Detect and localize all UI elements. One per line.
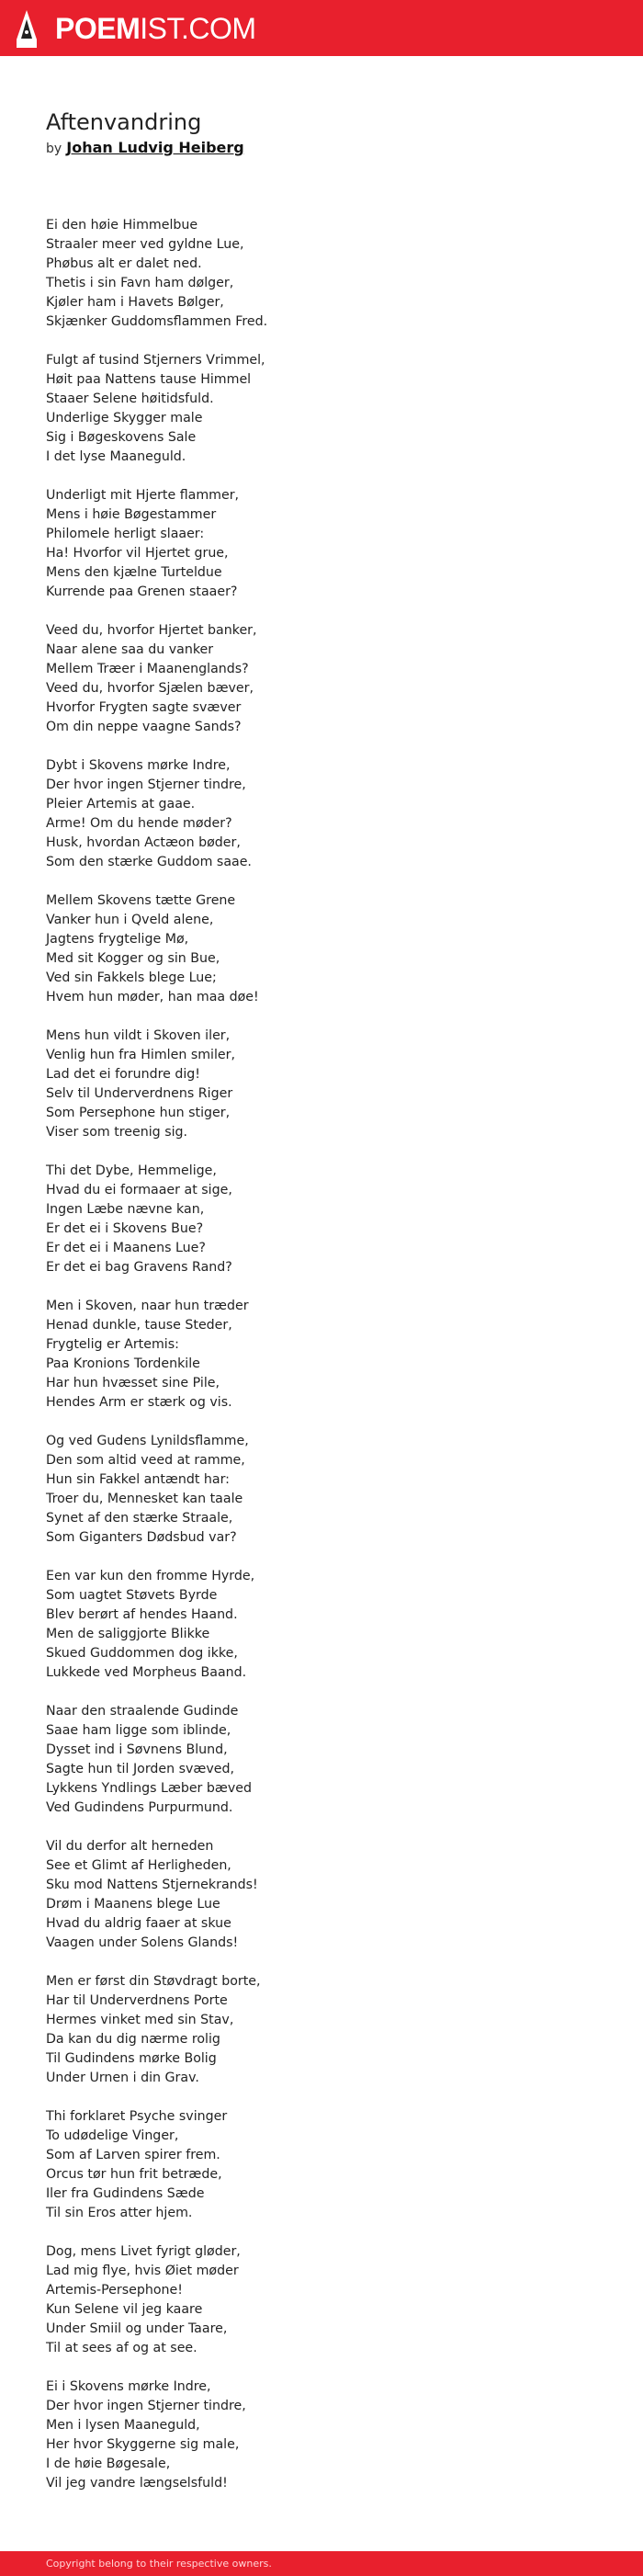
poem-line: Er det ei bag Gravens Rand? bbox=[46, 1260, 232, 1275]
poem-line: Dog, mens Livet fyrigt gløder, bbox=[46, 2244, 241, 2259]
poem-line: Lykkens Yndlings Læber bæved bbox=[46, 1781, 252, 1796]
poem-line: Hvem hun møder, han maa døe! bbox=[46, 990, 259, 1004]
poem-line: Sig i Bøgeskovens Sale bbox=[46, 430, 197, 445]
poem-line: Der hvor ingen Stjerner tindre, bbox=[46, 2399, 246, 2413]
poem-line: Synet af den stærke Straale, bbox=[46, 1511, 233, 1526]
author-link[interactable]: Johan Ludvig Heiberg bbox=[66, 139, 244, 156]
poem-line: Sku mod Nattens Stjernekrands! bbox=[46, 1878, 258, 1892]
poem-line: Venlig hun fra Himlen smiler, bbox=[46, 1048, 236, 1062]
poem-line: Men i Skoven, naar hun træder bbox=[46, 1299, 249, 1313]
poem-line: Hermes vinket med sin Stav, bbox=[46, 2013, 234, 2027]
poem-line: Den som altid veed at ramme, bbox=[46, 1453, 245, 1468]
poem-line: Fulgt af tusind Stjerners Vrimmel, bbox=[46, 353, 265, 368]
poem-line: Her hvor Skyggerne sig male, bbox=[46, 2437, 240, 2452]
stanza bbox=[46, 1432, 606, 1548]
poem-line: Med sit Kogger og sin Bue, bbox=[46, 951, 220, 966]
poem-line: Der hvor ingen Stjerner tindre, bbox=[46, 777, 246, 792]
poem-line: Som Persephone hun stiger, bbox=[46, 1106, 231, 1120]
poem-line: To udødelige Vinger, bbox=[46, 2128, 179, 2143]
stanza bbox=[46, 1567, 606, 1683]
poem-line: Thetis i sin Favn ham dølger, bbox=[46, 276, 234, 290]
poem-line: Ha! Hvorfor vil Hjertet grue, bbox=[46, 546, 229, 561]
poem-line: Pleier Artemis at gaae. bbox=[46, 797, 196, 811]
site-footer bbox=[0, 2551, 643, 2576]
poem-content bbox=[46, 108, 606, 2513]
poem-line: Høit paa Nattens tause Himmel bbox=[46, 372, 252, 387]
stanza bbox=[46, 1162, 606, 1277]
poem-line: Som Giganters Dødsbud var? bbox=[46, 1530, 237, 1545]
poem-line: Vanker hun i Qveld alene, bbox=[46, 913, 214, 927]
stanza bbox=[46, 216, 606, 332]
stanza bbox=[46, 1837, 606, 1953]
poem-line: Dybt i Skovens mørke Indre, bbox=[46, 758, 231, 773]
poem-line: I det lyse Maaneguld. bbox=[46, 449, 186, 464]
poem-line: Da kan du dig nærme rolig bbox=[46, 2032, 220, 2047]
poem-body bbox=[46, 216, 606, 2493]
stanza bbox=[46, 2377, 606, 2493]
poem-line: Drøm i Maanens blege Lue bbox=[46, 1897, 220, 1912]
poem-line: Straaler meer ved gyldne Lue, bbox=[46, 237, 244, 252]
poem-line: Vil du derfor alt herneden bbox=[46, 1839, 214, 1854]
poem-line: Hvad du aldrig faaer at skue bbox=[46, 1916, 231, 1931]
copyright-text: Copyright belong to their respective owners. bbox=[46, 2558, 272, 2570]
poem-line: Blev berørt af hendes Haand. bbox=[46, 1607, 238, 1622]
poem-line: Ei i Skovens mørke Indre, bbox=[46, 2379, 211, 2394]
poem-line: Til Gudindens mørke Bolig bbox=[46, 2051, 217, 2066]
poem-line: Har til Underverdnens Porte bbox=[46, 1993, 228, 2008]
poem-line: Jagtens frygtelige Mø, bbox=[46, 932, 189, 947]
poem-line: Hendes Arm er stærk og vis. bbox=[46, 1395, 232, 1410]
poem-line: Sagte hun til Jorden svæved, bbox=[46, 1762, 234, 1776]
poem-line: Til at sees af og at see. bbox=[46, 2341, 197, 2355]
poem-line: Naar alene saa du vanker bbox=[46, 642, 214, 657]
poem-line: See et Glimt af Herligheden, bbox=[46, 1858, 231, 1873]
poem-line: Og ved Gudens Lynildsflamme, bbox=[46, 1434, 249, 1448]
poem-line: Philomele herligt slaaer: bbox=[46, 527, 205, 541]
poem-line: Henad dunkle, tause Steder, bbox=[46, 1318, 232, 1333]
poem-line: Vil jeg vandre længselsfuld! bbox=[46, 2476, 228, 2491]
poem-line: Om din neppe vaagne Sands? bbox=[46, 720, 242, 734]
poem-line: Thi forklaret Psyche svinger bbox=[46, 2109, 228, 2124]
stanza bbox=[46, 1297, 606, 1413]
poem-line: Skjænker Guddomsflammen Fred. bbox=[46, 314, 268, 329]
poem-byline bbox=[46, 138, 606, 159]
poem-line: Hvorfor Frygten sagte svæver bbox=[46, 700, 242, 715]
stanza bbox=[46, 621, 606, 737]
poem-line: Kurrende paa Grenen staaer? bbox=[46, 584, 238, 599]
poem-line: Mens hun vildt i Skoven iler, bbox=[46, 1028, 231, 1043]
poem-line: Som den stærke Guddom saae. bbox=[46, 855, 252, 869]
poem-line: Kun Selene vil jeg kaare bbox=[46, 2302, 203, 2317]
poem-line: Som uagtet Støvets Byrde bbox=[46, 1588, 218, 1603]
poem-line: Hvad du ei formaaer at sige, bbox=[46, 1183, 232, 1197]
poem-line: Staaer Selene høitidsfuld. bbox=[46, 392, 214, 406]
stanza bbox=[46, 1972, 606, 2088]
poem-title: Aftenvandring bbox=[46, 109, 202, 135]
poem-line: Men er først din Støvdragt borte, bbox=[46, 1974, 261, 1989]
poem-line: Som af Larven spirer frem. bbox=[46, 2148, 220, 2162]
poem-line: Husk, hvordan Actæon bøder, bbox=[46, 835, 241, 850]
poem-line: Mellem Træer i Maanenglands? bbox=[46, 662, 249, 676]
logo-light-text: IST.COM bbox=[140, 11, 256, 45]
site-logo-link[interactable] bbox=[0, 0, 256, 56]
poem-line: Underligt mit Hjerte flammer, bbox=[46, 488, 240, 503]
poem-line: Thi det Dybe, Hemmelige, bbox=[46, 1163, 217, 1178]
poem-line: Viser som treenig sig. bbox=[46, 1125, 188, 1140]
stanza bbox=[46, 1027, 606, 1142]
poem-line: Veed du, hvorfor Hjertet banker, bbox=[46, 623, 257, 638]
poem-line: Skued Guddommen dog ikke, bbox=[46, 1646, 238, 1661]
logo-wordmark bbox=[55, 11, 256, 45]
poem-line: Lad det ei forundre dig! bbox=[46, 1067, 200, 1082]
poem-line: Vaagen under Solens Glands! bbox=[46, 1935, 239, 1950]
poem-line: Naar den straalende Gudinde bbox=[46, 1704, 239, 1719]
stanza bbox=[46, 486, 606, 602]
poem-line: Troer du, Mennesket kan taale bbox=[46, 1492, 243, 1506]
poem-line: Phøbus alt er dalet ned. bbox=[46, 256, 202, 271]
poem-line: Under Smiil og under Taare, bbox=[46, 2321, 228, 2336]
logo-bold-text: POEM bbox=[55, 11, 141, 45]
poem-line: Orcus tør hun frit betræde, bbox=[46, 2167, 222, 2182]
poem-line: Saae ham ligge som iblinde, bbox=[46, 1723, 231, 1738]
stanza bbox=[46, 1702, 606, 1818]
poem-line: Mens i høie Bøgestammer bbox=[46, 507, 217, 522]
poem-line: I de høie Bøgesale, bbox=[46, 2457, 171, 2471]
stanza bbox=[46, 2107, 606, 2223]
poem-line: Men i lysen Maaneguld, bbox=[46, 2418, 200, 2433]
poem-line: Dysset ind i Søvnens Blund, bbox=[46, 1742, 228, 1757]
poem-line: Paa Kronions Tordenkile bbox=[46, 1356, 200, 1371]
poem-line: Een var kun den fromme Hyrde, bbox=[46, 1569, 255, 1583]
poem-line: Kjøler ham i Havets Bølger, bbox=[46, 295, 224, 310]
site-header bbox=[0, 0, 643, 56]
poem-line: Ei den høie Himmelbue bbox=[46, 218, 198, 233]
poem-line: Har hun hvæsset sine Pile, bbox=[46, 1376, 220, 1390]
poem-line: Mellem Skovens tætte Grene bbox=[46, 893, 236, 908]
poem-line: Lad mig flye, hvis Øiet møder bbox=[46, 2264, 239, 2278]
poem-line: Iler fra Gudindens Sæde bbox=[46, 2186, 205, 2201]
poem-line: Men de saliggjorte Blikke bbox=[46, 1627, 210, 1641]
poem-line: Artemis-Persephone! bbox=[46, 2283, 183, 2298]
poem-line: Til sin Eros atter hjem. bbox=[46, 2206, 193, 2220]
poem-line: Er det ei i Skovens Bue? bbox=[46, 1221, 204, 1236]
poem-line: Underlige Skygger male bbox=[46, 411, 203, 426]
poem-line: Selv til Underverdnens Riger bbox=[46, 1086, 233, 1101]
poem-line: Arme! Om du hende møder? bbox=[46, 816, 232, 831]
stanza bbox=[46, 351, 606, 467]
poem-line: Under Urnen i din Grav. bbox=[46, 2071, 199, 2085]
byline-prefix: by bbox=[46, 142, 62, 156]
poem-line: Lukkede ved Morpheus Baand. bbox=[46, 1665, 247, 1680]
poem-line: Mens den kjælne Turteldue bbox=[46, 565, 222, 580]
pen-nib-icon bbox=[15, 8, 39, 49]
poem-line: Er det ei i Maanens Lue? bbox=[46, 1241, 206, 1255]
poem-line: Frygtelig er Artemis: bbox=[46, 1337, 179, 1352]
stanza bbox=[46, 891, 606, 1007]
poem-line: Ved sin Fakkels blege Lue; bbox=[46, 970, 217, 985]
stanza bbox=[46, 756, 606, 872]
stanza bbox=[46, 2242, 606, 2358]
poem-line: Ingen Læbe nævne kan, bbox=[46, 1202, 205, 1217]
poem-line: Ved Gudindens Purpurmund. bbox=[46, 1800, 233, 1815]
poem-line: Veed du, hvorfor Sjælen bæver, bbox=[46, 681, 254, 696]
poem-line: Hun sin Fakkel antændt har: bbox=[46, 1472, 230, 1487]
